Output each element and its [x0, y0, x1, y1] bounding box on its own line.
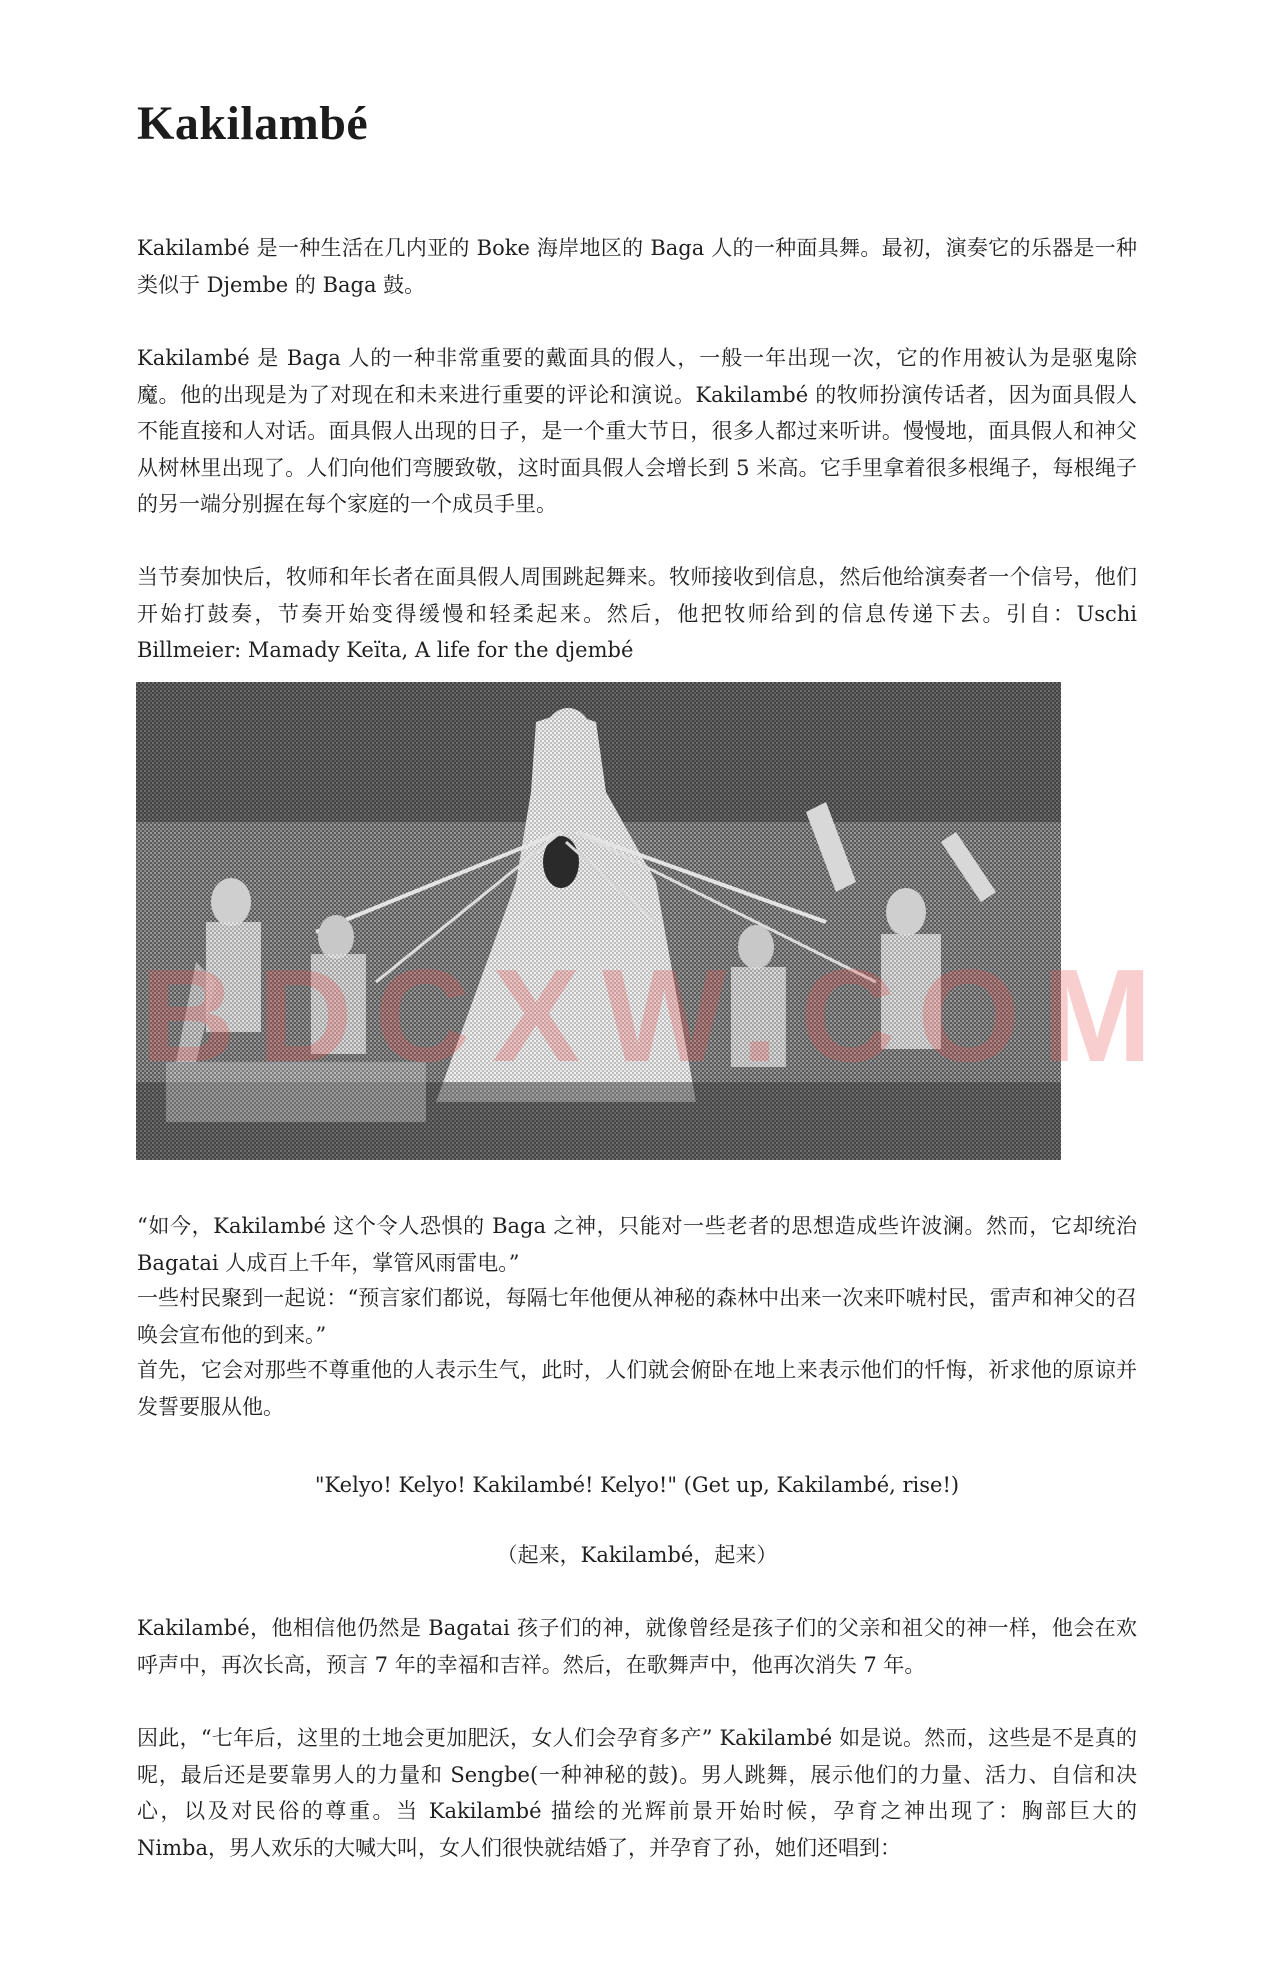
paragraph-text: Kakilambé 是 Baga 人的一种非常重要的戴面具的假人，一般一年出现一次，它的作用被认为是驱鬼除魔。他的出现是为了对现在和未来进行重要的评论和演说。Kakilambé 的牧师扮演传话者，因为面具假人不能直接和人对话。面具假人出现的日子，是一个重大节日，很多人都过来听讲。慢慢地，面具假人和神父从树林里出现了。人们向他们弯腰致敬，这时面具假人会增长到 5 米高。它手里拿着很多根绳子，每根绳子的另一端分别握在每个家庭的一个成员手里。	[137, 346, 1137, 516]
rhythm-paragraph	[137, 559, 1137, 669]
chant-line: "Kelyo! Kelyo! Kakilambé! Kelyo!" (Get up, Kakilambé, rise!)	[314, 1473, 960, 1497]
intro-paragraph	[137, 230, 1137, 303]
mask-description-paragraph	[137, 340, 1137, 523]
fertility-paragraph	[137, 1720, 1137, 1866]
repentance-paragraph	[137, 1352, 1137, 1425]
page-title: Kakilambé	[137, 97, 369, 150]
paragraph-text: 因此，“七年后，这里的土地会更加肥沃，女人们会孕育多产” Kakilambé 如是说。然而，这些是不是真的呢，最后还是要靠男人的力量和 Sengbe(一种神秘的鼓)。男人跳舞，展示他们的力量、活力、自信和决心，以及对民俗的尊重。当 Kakilambé 描绘的光辉前景开始时候，孕育之神出现了：胸部巨大的 Nimba，男人欢乐的大喊大叫，女人们很快就结婚了，并孕育了孙，她们还唱到：	[137, 1726, 1137, 1860]
prophecy-paragraph	[137, 1610, 1137, 1683]
paragraph-text: 一些村民聚到一起说：“预言家们都说，每隔七年他便从神秘的森林中出来一次来吓唬村民，雷声和神父的召唤会宣布他的到来。”	[137, 1286, 1137, 1347]
paragraph-text: 首先，它会对那些不尊重他的人表示生气，此时，人们就会俯卧在地上来表示他们的忏悔，祈求他的原谅并发誓要服从他。	[137, 1358, 1137, 1419]
chant-translation: （起来，Kakilambé，起来）	[496, 1543, 778, 1567]
photo-illustration	[136, 682, 1061, 1160]
paragraph-text: Kakilambé 是一种生活在几内亚的 Boke 海岸地区的 Baga 人的一种面具舞。最初，演奏它的乐器是一种类似于 Djembe 的 Baga 鼓。	[137, 236, 1137, 297]
watermark-text: BDCXW.COM	[140, 942, 1174, 1089]
paragraph-text: Kakilambé，他相信他仍然是 Bagatai 孩子们的神，就像曾经是孩子们的父亲和祖父的神一样，他会在欢呼声中，再次长高，预言 7 年的幸福和吉祥。然后，在歌舞声中，他再次消失 7 年。	[137, 1616, 1137, 1677]
performance-photo	[136, 682, 1061, 1160]
paragraph-text: 当节奏加快后，牧师和年长者在面具假人周围跳起舞来。牧师接收到信息，然后他给演奏者一个信号，他们开始打鼓奏，节奏开始变得缓慢和轻柔起来。然后，他把牧师给到的信息传递下去。引自：Uschi Billmeier: Mamady Keïta, A life for the djembé	[137, 565, 1137, 662]
villagers-paragraph	[137, 1280, 1137, 1353]
paragraph-text: “如今，Kakilambé 这个令人恐惧的 Baga 之神，只能对一些老者的思想造成些许波澜。然而，它却统治 Bagatai 人成百上千年，掌管风雨雷电。”	[137, 1214, 1137, 1275]
quote-paragraph	[137, 1208, 1137, 1281]
